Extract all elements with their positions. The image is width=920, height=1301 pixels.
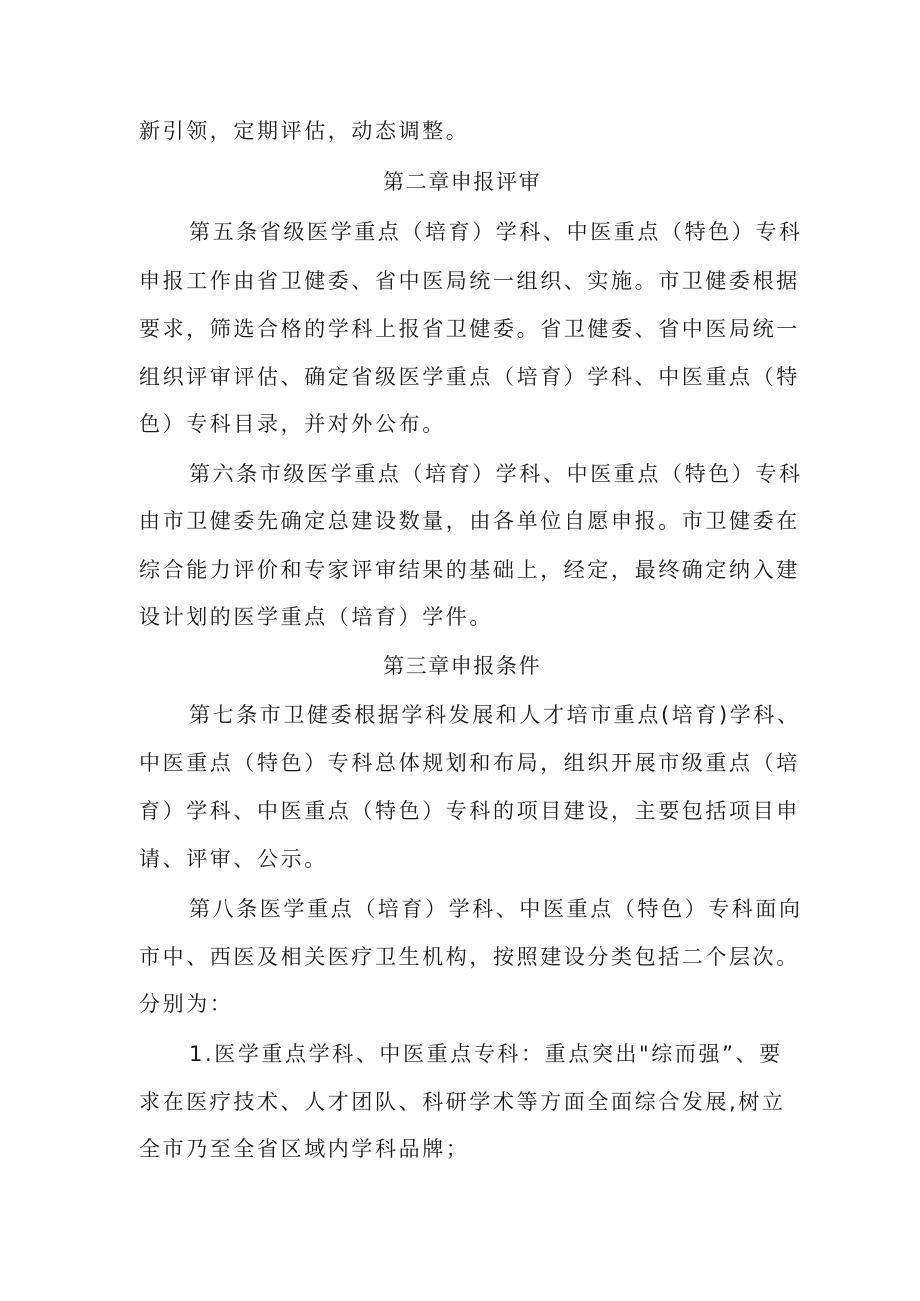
article-7-line-3: 育）学科、中医重点（特色）专科的项目建设，主要包括项目申 (139, 799, 800, 823)
article-7-line-4: 请、评审、公示。 (139, 847, 328, 871)
paragraph-continuation-line-1: 新引领，定期评估，动态调整。 (139, 119, 470, 143)
article-6-line-1: 第六条市级医学重点（培育）学科、中医重点（特色）专科 (189, 462, 803, 486)
article-6-line-2: 由市卫健委先确定总建设数量，由各单位自愿申报。市卫健委在 (139, 509, 800, 533)
article-8-line-3: 分别为： (139, 992, 234, 1016)
article-7-line-2: 中医重点（特色）专科总体规划和布局，组织开展市级重点（培 (139, 751, 800, 775)
article-8-line-1: 第八条医学重点（培育）学科、中医重点（特色）专科面向 (189, 897, 803, 921)
item-1-line-2: 求在医疗技术、人才团队、科研学术等方面全面综合发展,树立 (139, 1090, 786, 1114)
article-5-line-2: 申报工作由省卫健委、省中医局统一组织、实施。市卫健委根据 (139, 269, 800, 293)
article-6-line-4: 设计划的医学重点（培育）学件。 (139, 605, 493, 629)
article-5-line-5: 色）专科目录，并对外公布。 (139, 412, 446, 436)
item-1-line-3: 全市乃至全省区域内学科品牌； (139, 1137, 470, 1161)
article-6-line-3: 综合能力评价和专家评审结果的基础上，经定，最终确定纳入建 (139, 558, 800, 582)
article-5-line-3: 要求，筛选合格的学科上报省卫健委。省卫健委、省中医局统一 (139, 317, 800, 341)
article-7-line-1: 第七条市卫健委根据学科发展和人才培市重点(培育)学科、 (189, 703, 801, 727)
chapter-2-heading: 第二章申报评审 (383, 170, 542, 194)
item-1-line-1: 1.医学重点学科、中医重点专科：重点突出"综而强”、要 (189, 1042, 783, 1066)
article-5-line-4: 组织评审评估、确定省级医学重点（培育）学科、中医重点（特 (139, 365, 800, 389)
article-5-line-1: 第五条省级医学重点（培育）学科、中医重点（特色）专科 (189, 220, 803, 244)
article-8-line-2: 市中、西医及相关医疗卫生机构，按照建设分类包括二个层次。 (139, 945, 800, 969)
chapter-3-heading: 第三章申报条件 (383, 654, 542, 678)
